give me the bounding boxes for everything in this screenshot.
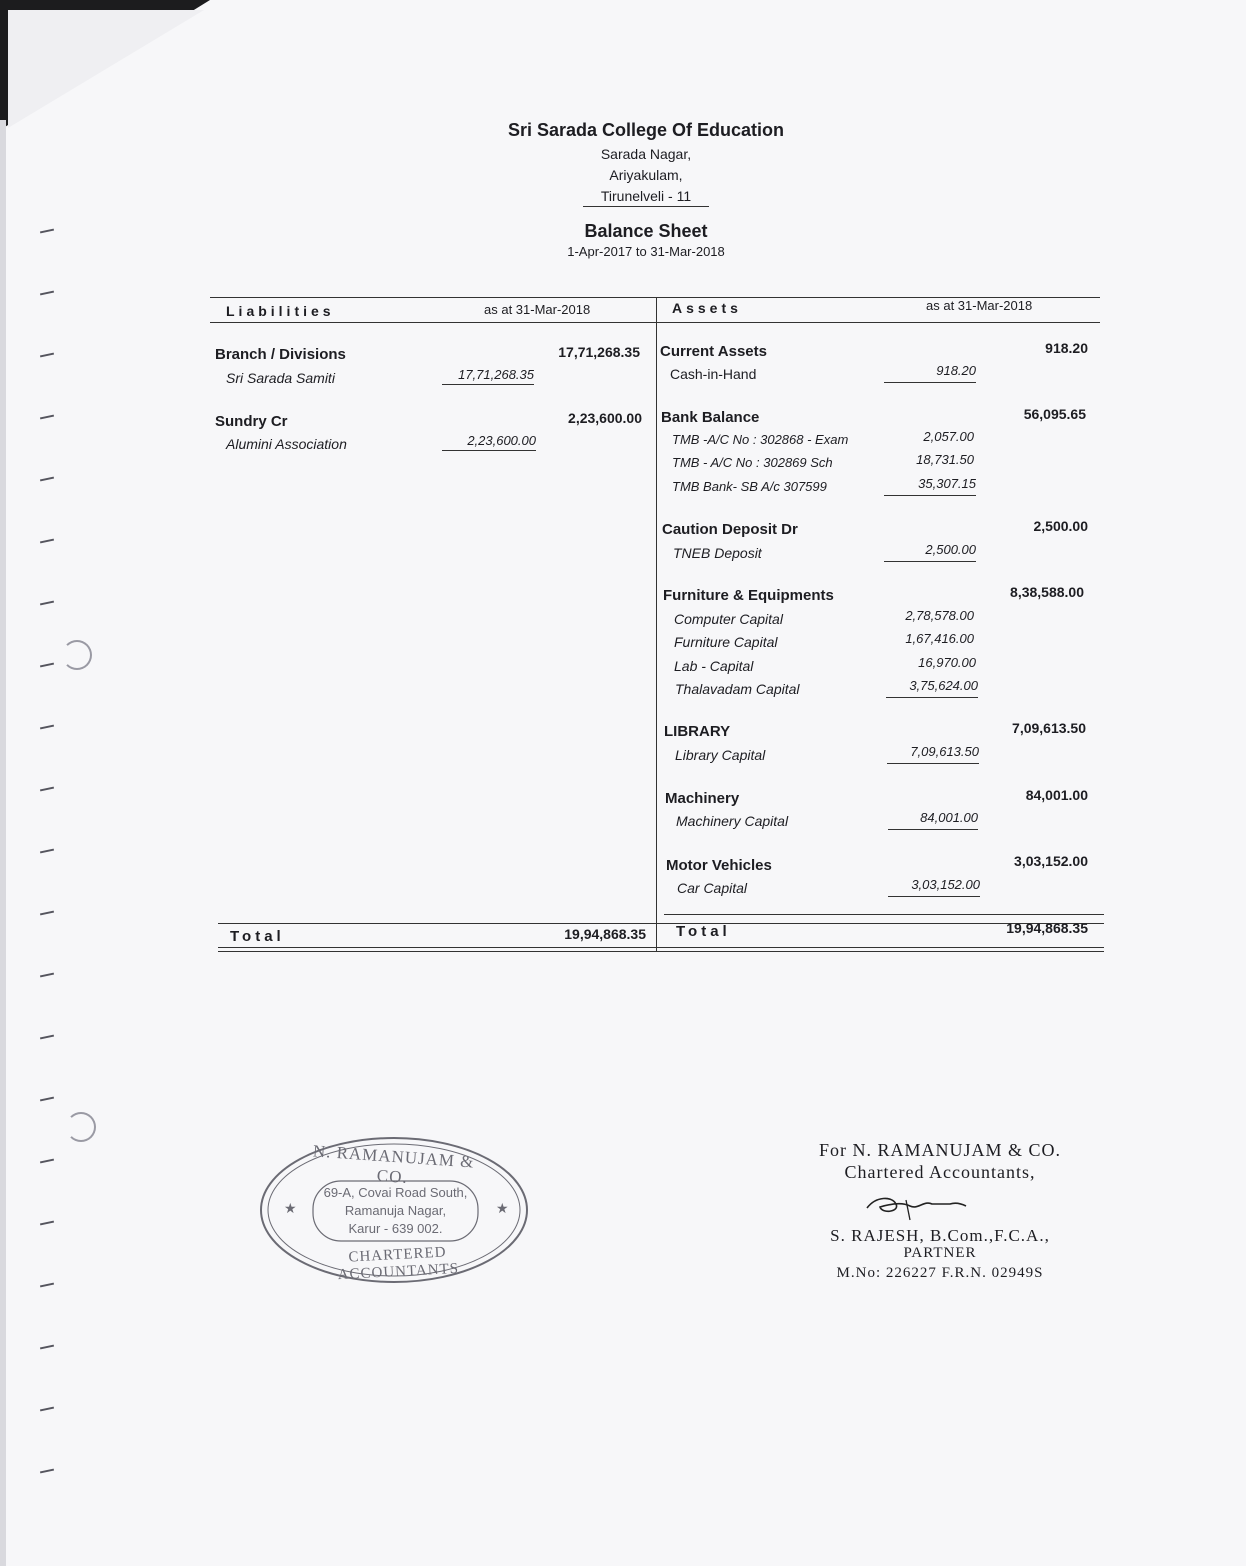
- ledger-amount: 2,78,578.00: [905, 608, 974, 623]
- stamp-firm-name: N. RAMANUJAM & CO.: [312, 1141, 476, 1188]
- ledger-amount: 2,23,600.00: [442, 433, 536, 451]
- signature-name: S. RAJESH, B.Com.,F.C.A.,: [830, 1226, 1050, 1245]
- ledger-amount: 3,75,624.00: [886, 678, 978, 698]
- group-total: 3,03,152.00: [1014, 853, 1088, 869]
- ledger-amount: 84,001.00: [888, 810, 978, 830]
- margin-tick: [40, 1283, 54, 1288]
- liabilities-total-value: 19,94,868.35: [564, 926, 646, 942]
- margin-tick: [40, 291, 54, 296]
- ledger-amount: 17,71,268.35: [442, 367, 534, 385]
- margin-tick: [40, 1159, 54, 1164]
- ledger-item: Thalavadam Capital: [675, 681, 800, 697]
- ledger-amount: 7,09,613.50: [887, 744, 979, 764]
- margin-tick: [40, 1097, 54, 1102]
- liabilities-as-at: as at 31-Mar-2018: [484, 302, 591, 317]
- ledger-item: Car Capital: [677, 880, 748, 896]
- ledger-item: TNEB Deposit: [673, 545, 762, 561]
- margin-tick: [40, 229, 54, 234]
- organization-name: Sri Sarada College Of Education: [507, 120, 785, 140]
- stamp-address-3: Karur - 639 002.: [348, 1221, 443, 1236]
- group-total: 2,23,600.00: [568, 410, 642, 426]
- punch-hole: [66, 1112, 96, 1142]
- svg-text:★: ★: [284, 1200, 297, 1216]
- assets-total-label: Total: [676, 923, 731, 940]
- ledger-item: Furniture Capital: [674, 634, 778, 650]
- total-double-rule: [218, 951, 1104, 952]
- margin-tick: [40, 601, 54, 606]
- group-branch-divisions: Branch / Divisions: [215, 346, 346, 363]
- ledger-item: Cash-in-Hand: [670, 366, 757, 382]
- group-bank-balance: Bank Balance: [661, 409, 760, 426]
- margin-tick: [40, 353, 54, 358]
- ledger-item: TMB -A/C No : 302868 - Exam: [672, 432, 849, 447]
- assets-total-value: 19,94,868.35: [1006, 920, 1088, 936]
- group-current-assets: Current Assets: [660, 343, 767, 360]
- signature-role: Chartered Accountants,: [844, 1162, 1036, 1182]
- scan-edge: [0, 120, 6, 1566]
- liabilities-total-label: Total: [230, 928, 285, 945]
- margin-tick: [40, 725, 54, 730]
- table-header-rule: [210, 322, 1100, 323]
- svg-text:★: ★: [496, 1200, 509, 1216]
- ledger-amount: 918.20: [884, 363, 976, 383]
- ledger-item: Sri Sarada Samiti: [226, 370, 335, 386]
- total-bottom-rule: [218, 947, 1104, 948]
- signature-registration: M.No: 226227 F.R.N. 02949S: [836, 1265, 1044, 1281]
- ledger-item: Computer Capital: [674, 611, 783, 627]
- ledger-amount: 2,057.00: [923, 429, 974, 444]
- ledger-amount: 3,03,152.00: [888, 877, 980, 897]
- margin-tick: [40, 1469, 54, 1474]
- ledger-item: TMB - A/C No : 302869 Sch: [672, 455, 833, 470]
- margin-tick: [40, 663, 54, 668]
- ledger-amount: 35,307.15: [884, 476, 976, 496]
- address-line-1: Sarada Nagar,: [600, 146, 692, 162]
- group-motor-vehicles: Motor Vehicles: [666, 857, 772, 874]
- group-machinery: Machinery: [665, 790, 740, 807]
- address-line-2: Ariyakulam,: [609, 167, 683, 183]
- ledger-item: TMB Bank- SB A/c 307599: [672, 479, 827, 494]
- group-total: 2,500.00: [1033, 518, 1088, 534]
- document-period: 1-Apr-2017 to 31-Mar-2018: [567, 244, 725, 259]
- signature-for-line: For N. RAMANUJAM & CO.: [818, 1140, 1062, 1160]
- group-total: 7,09,613.50: [1012, 720, 1086, 736]
- stamp-footer: CHARTERED ACCOUNTANTS: [337, 1244, 460, 1284]
- firm-stamp: [258, 1135, 530, 1285]
- group-total: 918.20: [1045, 340, 1088, 356]
- assets-heading: Assets: [672, 300, 742, 316]
- stamp-address-1: 69-A, Covai Road South,: [323, 1185, 468, 1200]
- ledger-amount: 16,970.00: [918, 655, 976, 670]
- group-total: 84,001.00: [1025, 787, 1088, 803]
- ledger-item: Lab - Capital: [674, 658, 754, 674]
- margin-tick: [40, 911, 54, 916]
- assets-as-at: as at 31-Mar-2018: [926, 298, 1033, 313]
- table-center-divider: [656, 297, 657, 952]
- punch-hole: [62, 640, 92, 670]
- ledger-item: Machinery Capital: [676, 813, 789, 829]
- margin-tick: [40, 1345, 54, 1350]
- margin-tick: [40, 477, 54, 482]
- document-title: Balance Sheet: [584, 221, 708, 241]
- margin-tick: [40, 1035, 54, 1040]
- ledger-amount: 2,500.00: [884, 542, 976, 562]
- margin-tick: [40, 1407, 54, 1412]
- ledger-amount: 1,67,416.00: [905, 631, 974, 646]
- signature-title: PARTNER: [903, 1245, 977, 1261]
- liabilities-heading: Liabilities: [226, 303, 335, 319]
- margin-tick: [40, 539, 54, 544]
- group-sundry-cr: Sundry Cr: [215, 413, 288, 430]
- margin-tick: [40, 973, 54, 978]
- ledger-item: Library Capital: [675, 747, 766, 763]
- margin-tick: [40, 1221, 54, 1226]
- margin-tick: [40, 849, 54, 854]
- group-total: 17,71,268.35: [558, 344, 640, 360]
- handwritten-signature-icon: [862, 1190, 982, 1224]
- assets-total-rule: [664, 914, 1104, 915]
- stamp-address-2: Ramanuja Nagar,: [344, 1203, 447, 1218]
- group-caution-deposit: Caution Deposit Dr: [662, 521, 798, 538]
- group-library: LIBRARY: [664, 723, 731, 740]
- group-total: 56,095.65: [1023, 406, 1086, 422]
- group-furniture-equipments: Furniture & Equipments: [663, 587, 834, 604]
- group-total: 8,38,588.00: [1010, 584, 1084, 600]
- address-line-3: Tirunelveli - 11: [583, 188, 709, 207]
- margin-tick: [40, 787, 54, 792]
- ledger-item: Alumini Association: [226, 436, 347, 452]
- ledger-amount: 18,731.50: [916, 452, 974, 467]
- folded-corner-paper: [8, 10, 204, 128]
- document-header: [446, 120, 846, 259]
- margin-tick: [40, 415, 54, 420]
